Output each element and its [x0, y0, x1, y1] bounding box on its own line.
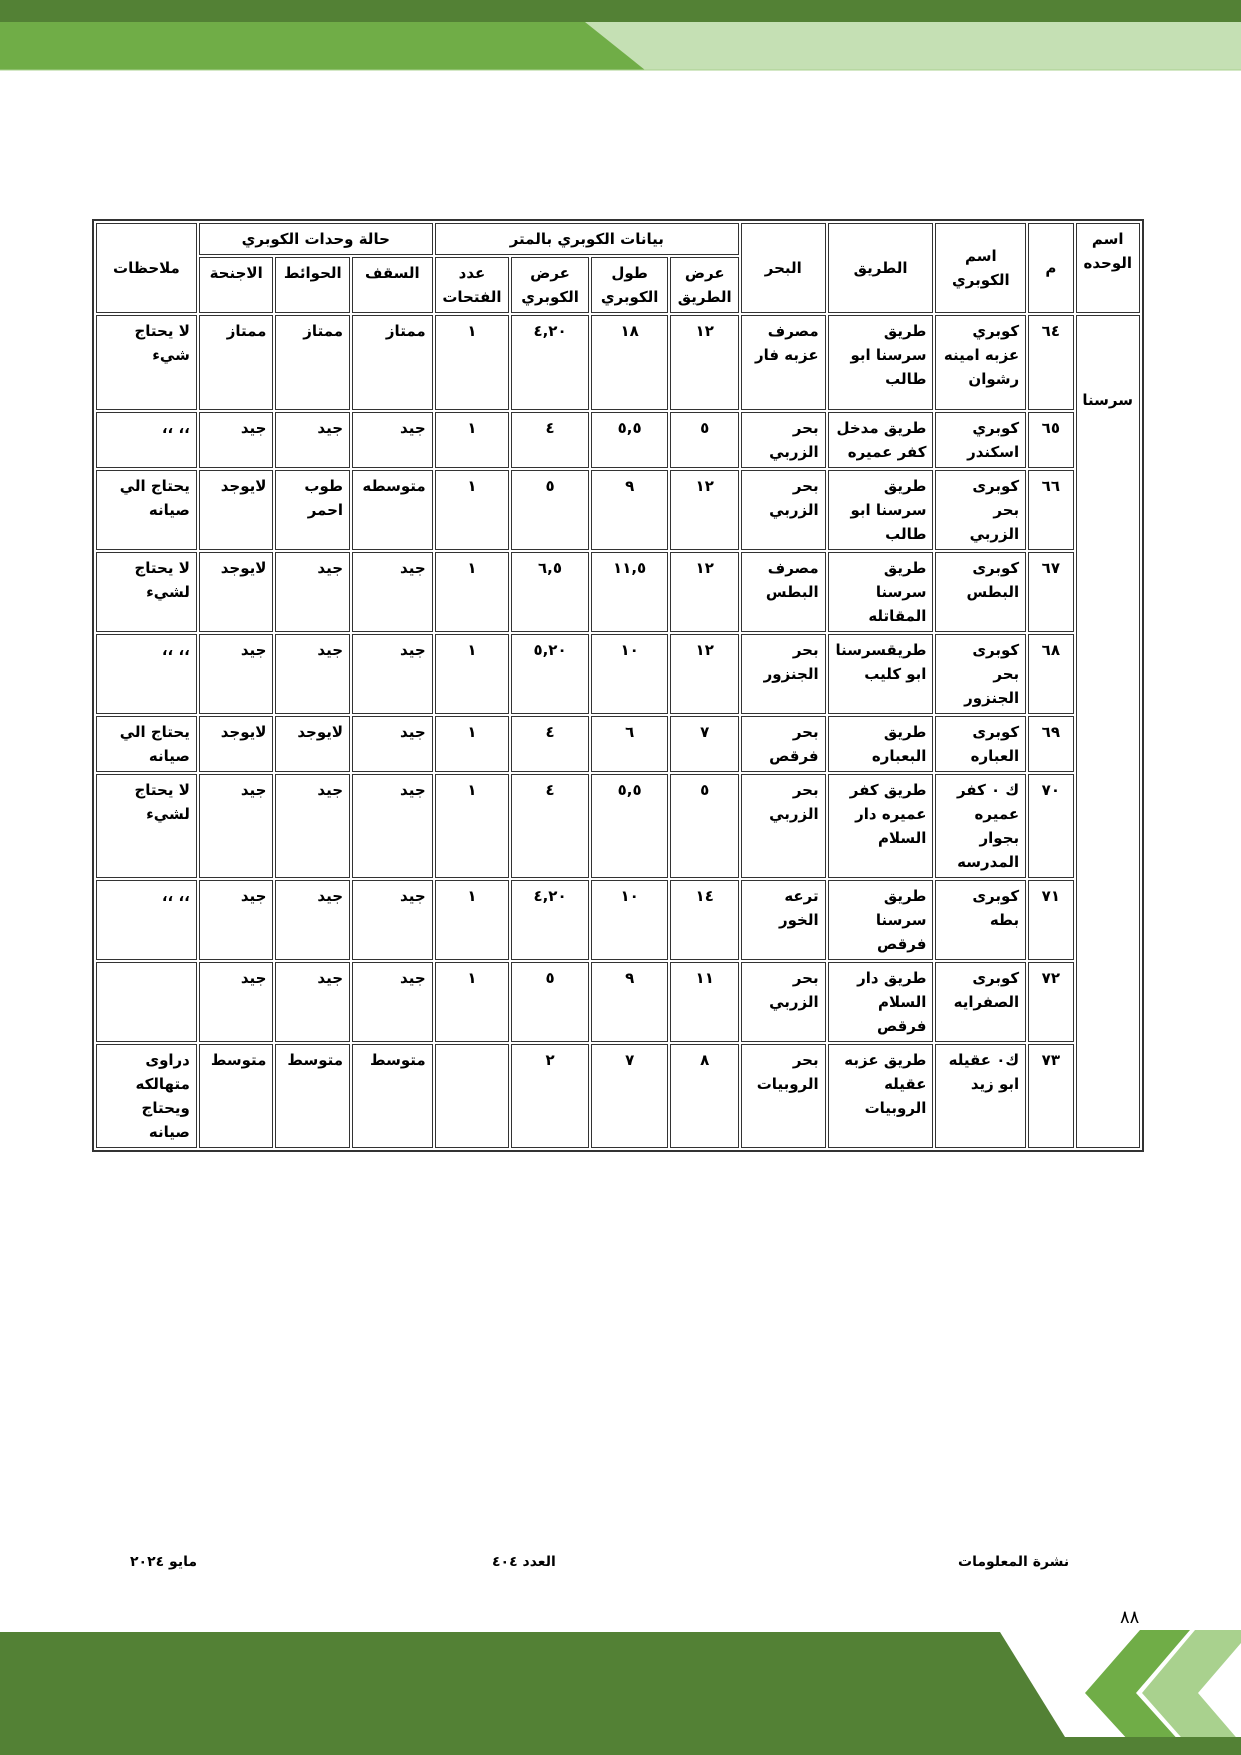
wings-cell: لايوجد — [199, 716, 274, 772]
table-row — [96, 716, 1140, 772]
wings-cell: جيد — [199, 634, 274, 714]
walls-cell: لايوجد — [275, 716, 350, 772]
bridge-name-cell: ك٠ عقيله ابو زيد — [935, 1044, 1026, 1148]
bridge-length-cell: ٥,٥ — [591, 412, 669, 468]
ceiling-cell: جيد — [352, 412, 433, 468]
table-row — [96, 552, 1140, 632]
row-index: ٦٦ — [1028, 470, 1073, 550]
bridge-width-cell: ٥ — [511, 470, 589, 550]
wings-cell: جيد — [199, 962, 274, 1042]
road-cell: طريق سرسنا ابو طالب — [828, 315, 934, 410]
road-width-cell: ١٢ — [670, 470, 739, 550]
header-walls: الحوائط — [275, 257, 350, 313]
walls-cell: طوب احمر — [275, 470, 350, 550]
road-cell: طريق البعباره — [828, 716, 934, 772]
bridge-width-cell: ٤,٢٠ — [511, 880, 589, 960]
notes-cell — [96, 962, 197, 1042]
table-row — [96, 962, 1140, 1042]
header-ceiling: السقف — [352, 257, 433, 313]
walls-cell: جيد — [275, 412, 350, 468]
table-header-row — [96, 223, 1140, 255]
road-cell: طريق مدخل كفر عميره — [828, 412, 934, 468]
openings-cell — [435, 1044, 510, 1148]
openings-cell: ١ — [435, 470, 510, 550]
ceiling-cell: جيد — [352, 716, 433, 772]
header-waterway: البحر — [741, 223, 826, 313]
row-index: ٦٧ — [1028, 552, 1073, 632]
footer-decorative-band — [0, 1625, 1241, 1755]
header-band-mid — [0, 22, 645, 70]
waterway-cell: بحر فرقص — [741, 716, 826, 772]
header-bridge-data-group: بيانات الكوبري بالمتر — [435, 223, 739, 255]
table-row — [96, 634, 1140, 714]
header-bridge-length: طول الكوبري — [591, 257, 669, 313]
waterway-cell: بحر الروبيات — [741, 1044, 826, 1148]
header-band-dark — [0, 0, 1241, 22]
bridge-width-cell: ٦,٥ — [511, 552, 589, 632]
road-cell: طريق كفر عميره دار السلام — [828, 774, 934, 878]
notes-cell: يحتاج الي صيانه — [96, 470, 197, 550]
walls-cell: ممتاز — [275, 315, 350, 410]
openings-cell: ١ — [435, 716, 510, 772]
header-openings: عدد الفتحات — [435, 257, 510, 313]
footer-band-dark — [0, 1632, 1065, 1737]
waterway-cell: بحر الزربي — [741, 470, 826, 550]
bridge-name-cell: كوبرى بحر الزربي — [935, 470, 1026, 550]
openings-cell: ١ — [435, 962, 510, 1042]
road-width-cell: ١٢ — [670, 634, 739, 714]
header-unit: اسم الوحده — [1076, 223, 1141, 313]
bridge-length-cell: ٥,٥ — [591, 774, 669, 878]
table-row — [96, 1044, 1140, 1148]
bridge-name-cell: كوبرى بحر الجنزور — [935, 634, 1026, 714]
table-row — [96, 412, 1140, 468]
openings-cell: ١ — [435, 412, 510, 468]
bridge-width-cell: ٤,٢٠ — [511, 315, 589, 410]
waterway-cell: مصرف عزبه فار — [741, 315, 826, 410]
header-road-width: عرض الطريق — [670, 257, 739, 313]
walls-cell: جيد — [275, 962, 350, 1042]
notes-cell: يحتاج الي صيانه — [96, 716, 197, 772]
header-bridge-width: عرض الكوبري — [511, 257, 589, 313]
ceiling-cell: جيد — [352, 962, 433, 1042]
bridge-length-cell: ١٠ — [591, 880, 669, 960]
road-width-cell: ١٢ — [670, 552, 739, 632]
road-width-cell: ٥ — [670, 412, 739, 468]
bridge-width-cell: ٤ — [511, 716, 589, 772]
bridge-length-cell: ٧ — [591, 1044, 669, 1148]
notes-cell: ،، ،، — [96, 412, 197, 468]
header-road: الطريق — [828, 223, 934, 313]
openings-cell: ١ — [435, 774, 510, 878]
notes-cell: لا يحتاج شيء — [96, 315, 197, 410]
row-index: ٧٢ — [1028, 962, 1073, 1042]
wings-cell: متوسط — [199, 1044, 274, 1148]
bridge-width-cell: ٤ — [511, 412, 589, 468]
bridge-length-cell: ١١,٥ — [591, 552, 669, 632]
unit-name-cell: سرسنا — [1076, 315, 1141, 1148]
ceiling-cell: جيد — [352, 552, 433, 632]
table-row — [96, 315, 1140, 410]
footer-publication: نشرة المعلومات — [958, 1554, 1070, 1570]
road-cell: طريق سرسنا المقاتله — [828, 552, 934, 632]
road-width-cell: ١١ — [670, 962, 739, 1042]
wings-cell: جيد — [199, 774, 274, 878]
ceiling-cell: جيد — [352, 880, 433, 960]
openings-cell: ١ — [435, 880, 510, 960]
walls-cell: جيد — [275, 774, 350, 878]
notes-cell: دراوى متهالكه ويحتاج صيانه — [96, 1044, 197, 1148]
waterway-cell: بحر الجنزور — [741, 634, 826, 714]
table-row — [96, 880, 1140, 960]
bridge-width-cell: ٤ — [511, 774, 589, 878]
bridge-length-cell: ١٠ — [591, 634, 669, 714]
ceiling-cell: جيد — [352, 634, 433, 714]
openings-cell: ١ — [435, 315, 510, 410]
row-index: ٦٥ — [1028, 412, 1073, 468]
road-width-cell: ٨ — [670, 1044, 739, 1148]
waterway-cell: بحر الزربي — [741, 774, 826, 878]
header-index: م — [1028, 223, 1073, 313]
header-decorative-band — [0, 0, 1241, 75]
bridge-width-cell: ٥ — [511, 962, 589, 1042]
waterway-cell: بحر الزربي — [741, 412, 826, 468]
bridge-name-cell: كوبري عزبه امينه رشوان — [935, 315, 1026, 410]
road-cell: طريق دار السلام فرقص — [828, 962, 934, 1042]
wings-cell: لايوجد — [199, 470, 274, 550]
road-cell: طريق سرسنا ابو طالب — [828, 470, 934, 550]
wings-cell: جيد — [199, 880, 274, 960]
road-width-cell: ١٤ — [670, 880, 739, 960]
wings-cell: جيد — [199, 412, 274, 468]
openings-cell: ١ — [435, 634, 510, 714]
header-wings: الاجنحة — [199, 257, 274, 313]
header-condition-group: حالة وحدات الكوبري — [199, 223, 433, 255]
page-number: ٨٨ — [1120, 1607, 1140, 1628]
bridge-name-cell: كوبرى بطه — [935, 880, 1026, 960]
bridge-length-cell: ٦ — [591, 716, 669, 772]
walls-cell: جيد — [275, 552, 350, 632]
row-index: ٧٠ — [1028, 774, 1073, 878]
table-row — [96, 470, 1140, 550]
bridges-table — [92, 219, 1144, 1152]
footer-band-strip — [0, 1737, 1241, 1755]
road-width-cell: ١٢ — [670, 315, 739, 410]
row-index: ٦٨ — [1028, 634, 1073, 714]
row-index: ٦٤ — [1028, 315, 1073, 410]
road-width-cell: ٥ — [670, 774, 739, 878]
wings-cell: لايوجد — [199, 552, 274, 632]
notes-cell: ،، ،، — [96, 634, 197, 714]
bridge-length-cell: ٩ — [591, 962, 669, 1042]
notes-cell: لا يحتاج لشيء — [96, 552, 197, 632]
bridges-table-container — [92, 219, 1144, 1152]
waterway-cell: بحر الزربي — [741, 962, 826, 1042]
notes-cell: لا يحتاج لشيء — [96, 774, 197, 878]
bridge-name-cell: كوبرى الصفرايه — [935, 962, 1026, 1042]
bridge-length-cell: ١٨ — [591, 315, 669, 410]
road-width-cell: ٧ — [670, 716, 739, 772]
road-cell: طريق سرسنا فرقص — [828, 880, 934, 960]
walls-cell: جيد — [275, 880, 350, 960]
bridge-length-cell: ٩ — [591, 470, 669, 550]
footer-date: مايو ٢٠٢٤ — [130, 1554, 198, 1570]
row-index: ٦٩ — [1028, 716, 1073, 772]
waterway-cell: مصرف البطس — [741, 552, 826, 632]
road-cell: طريقسرسنا ابو كليب — [828, 634, 934, 714]
footer-issue: العدد ٤٠٤ — [492, 1554, 556, 1570]
road-cell: طريق عزبه عقيله الروبيات — [828, 1044, 934, 1148]
ceiling-cell: جيد — [352, 774, 433, 878]
walls-cell: متوسط — [275, 1044, 350, 1148]
header-bridge-name: اسم الكوبري — [935, 223, 1026, 313]
bridge-width-cell: ٢ — [511, 1044, 589, 1148]
walls-cell: جيد — [275, 634, 350, 714]
notes-cell: ،، ،، — [96, 880, 197, 960]
waterway-cell: ترعه الخور — [741, 880, 826, 960]
ceiling-cell: متوسطه — [352, 470, 433, 550]
wings-cell: ممتاز — [199, 315, 274, 410]
header-notes: ملاحظات — [96, 223, 197, 313]
ceiling-cell: متوسط — [352, 1044, 433, 1148]
row-index: ٧٣ — [1028, 1044, 1073, 1148]
bridge-name-cell: كوبرى البطس — [935, 552, 1026, 632]
bridge-name-cell: ك ٠ كفر عميره بجوار المدرسه — [935, 774, 1026, 878]
bridge-width-cell: ٥,٢٠ — [511, 634, 589, 714]
table-row — [96, 774, 1140, 878]
openings-cell: ١ — [435, 552, 510, 632]
row-index: ٧١ — [1028, 880, 1073, 960]
bridge-name-cell: كوبري اسكندر — [935, 412, 1026, 468]
bridge-name-cell: كوبرى العباره — [935, 716, 1026, 772]
ceiling-cell: ممتاز — [352, 315, 433, 410]
